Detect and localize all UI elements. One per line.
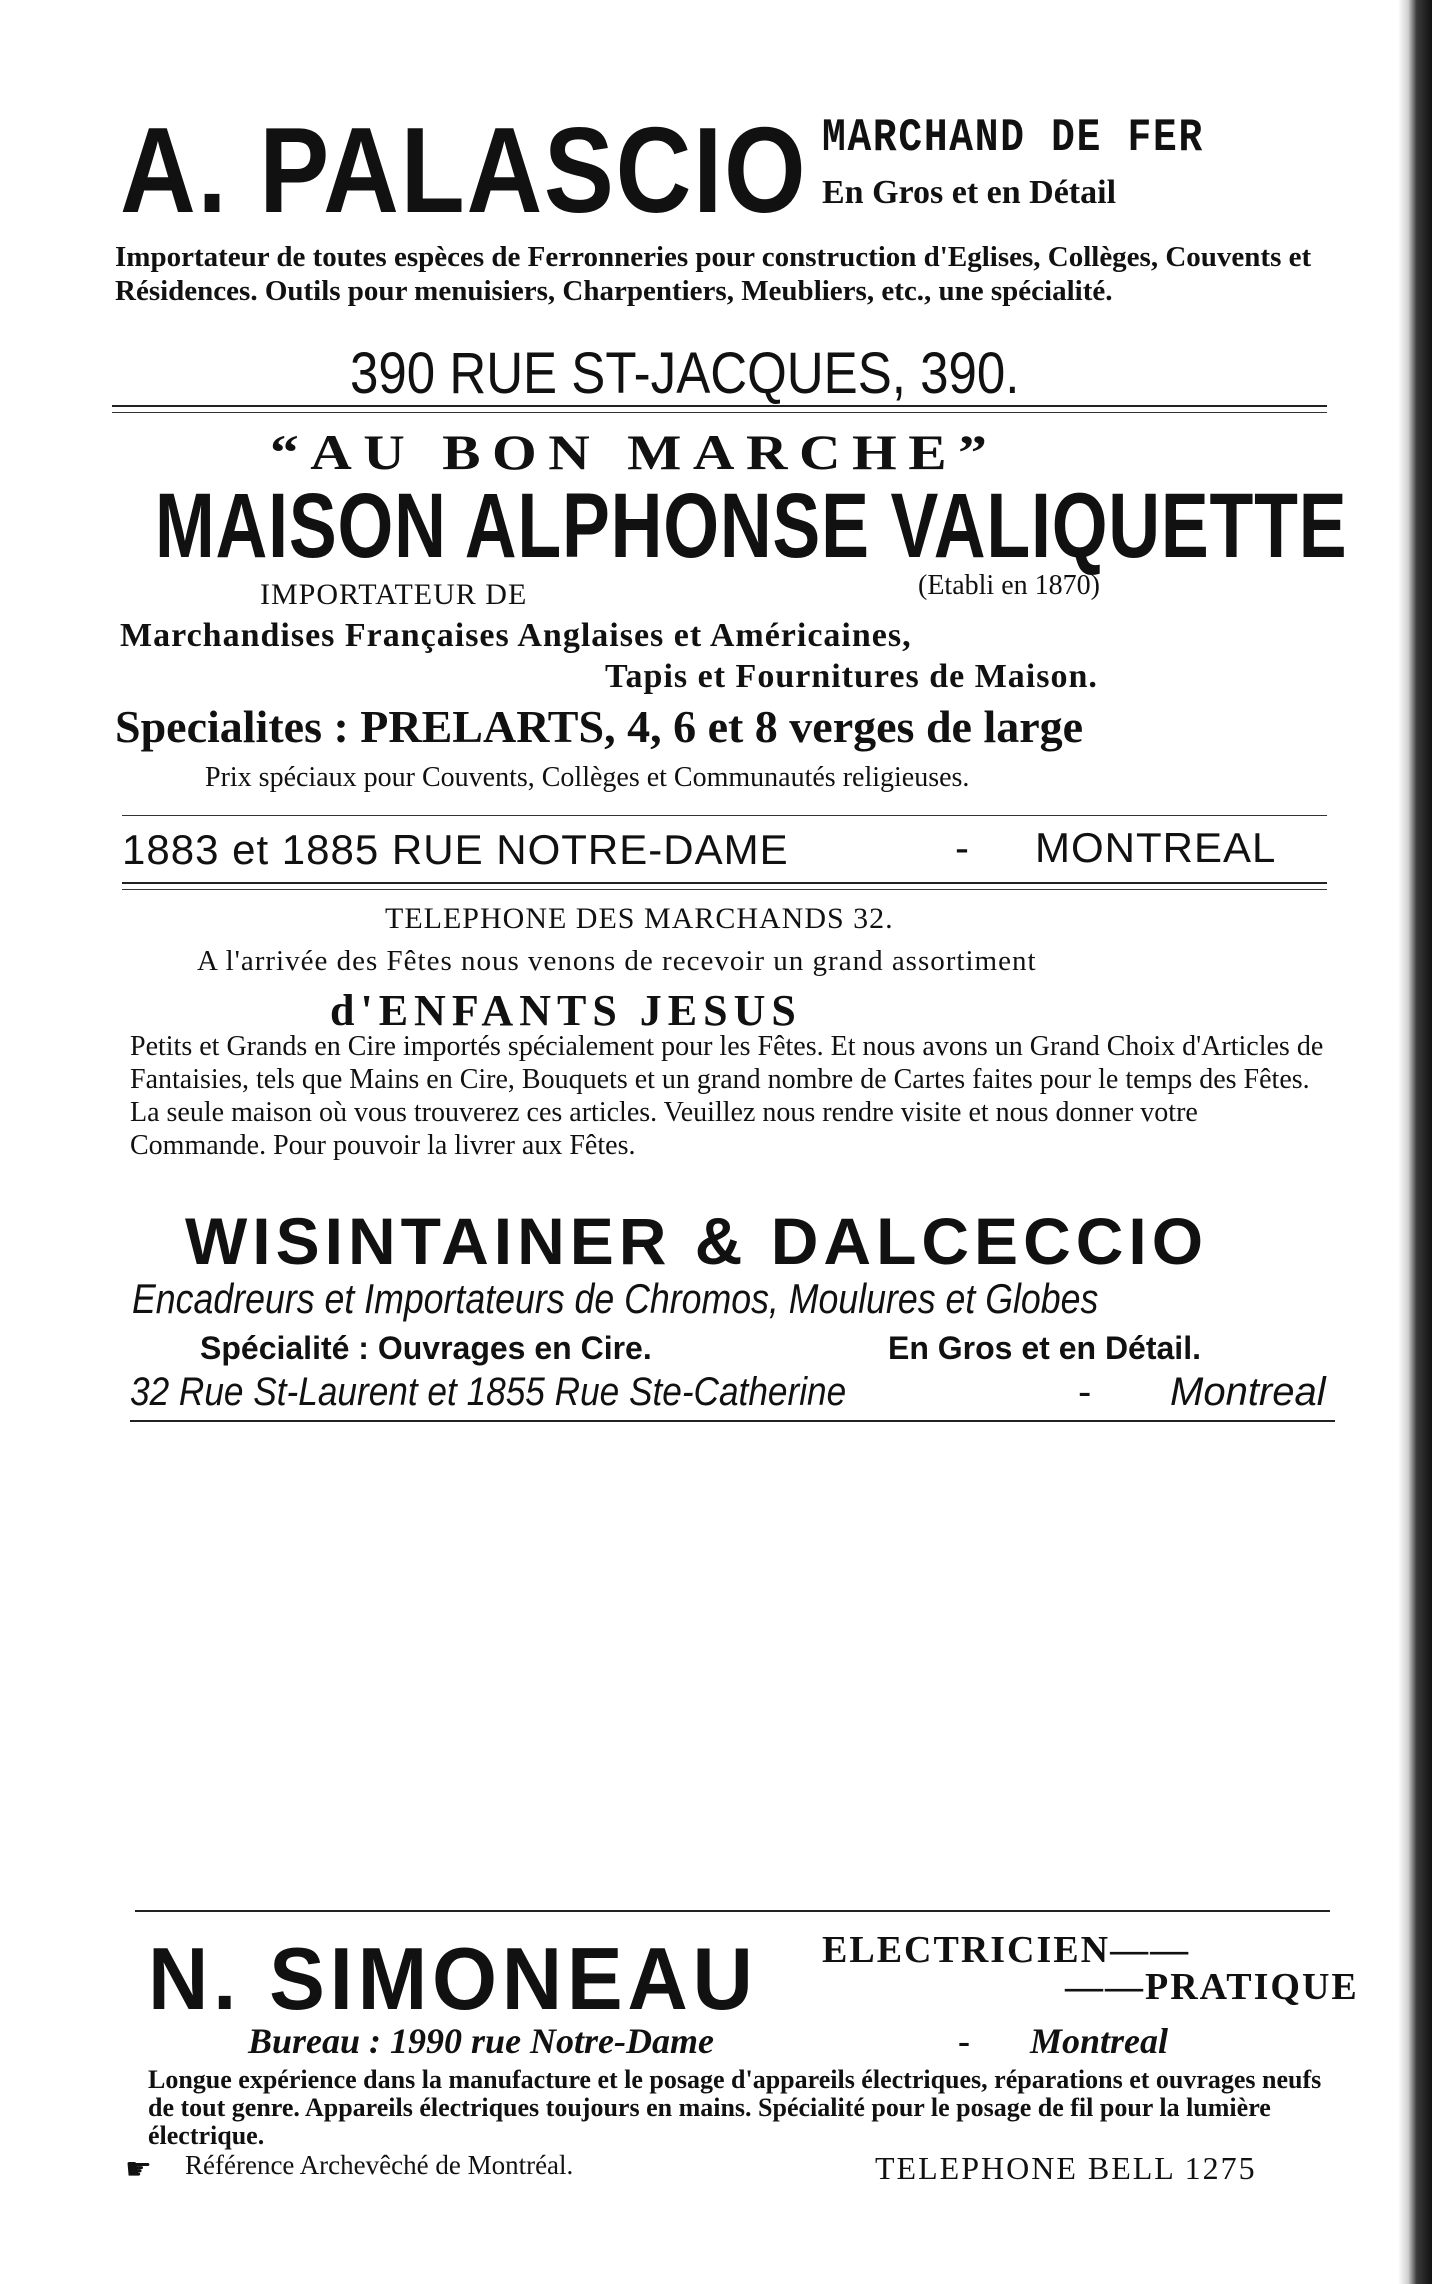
- palascio-sub: En Gros et en Détail: [822, 174, 1117, 211]
- simoneau-city: Montreal: [1030, 2021, 1169, 2061]
- valiquette-slogan: “AU BON MARCHE”: [270, 424, 999, 480]
- simoneau-dash: -: [958, 2021, 970, 2061]
- valiquette-name: MAISON ALPHONSE VALIQUETTE: [155, 475, 1348, 577]
- wisintainer-city: Montreal: [1170, 1370, 1326, 1414]
- valiquette-address: 1883 et 1885 RUE NOTRE-DAME: [122, 826, 789, 873]
- simoneau-bureau: Bureau : 1990 rue Notre-Dame: [248, 2021, 714, 2061]
- wisintainer-gros: En Gros et en Détail.: [888, 1330, 1201, 1366]
- valiquette-dash: -: [955, 824, 969, 871]
- simoneau-reference: Référence Archevêché de Montréal.: [185, 2150, 574, 2180]
- simoneau-telephone: TELEPHONE BELL 1275: [875, 2150, 1257, 2186]
- divider: [112, 405, 1327, 407]
- palascio-address: 390 RUE ST-JACQUES, 390.: [350, 341, 1020, 406]
- divider: [122, 815, 1327, 816]
- wisintainer-encadreurs: Encadreurs et Importateurs de Chromos, Moulures et Globes: [132, 1275, 1099, 1322]
- palascio-description: Importateur de toutes espèces de Ferronneries pour construction d'Eglises, Collèges, Couvents et Résidences. Outils pour menuisiers, Charpentiers, Meubliers, etc., une spécialité.: [115, 241, 1312, 307]
- wisintainer-address: 32 Rue St-Laurent et 1855 Rue Ste-Catherine: [130, 1370, 847, 1414]
- valiquette-city: MONTREAL: [1035, 824, 1277, 871]
- wisintainer-name: WISINTAINER & DALCECCIO: [185, 1204, 1209, 1278]
- valiquette-importateur: IMPORTATEUR DE: [260, 578, 528, 611]
- divider: [112, 412, 1327, 413]
- valiquette-telephone: TELEPHONE DES MARCHANDS 32.: [385, 902, 894, 935]
- valiquette-prix: Prix spéciaux pour Couvents, Collèges et Communautés religieuses.: [205, 762, 970, 793]
- simoneau-title2: ——PRATIQUE: [1065, 1966, 1359, 2008]
- valiquette-body: Petits et Grands en Cire importés spécialement pour les Fêtes. Et nous avons un Grand Choix d'Articles de Fantaisies, tels que Mains en Cire, Bouquets et un grand nombre de Cartes faites pour le temps des Fêtes. La seule maison où vous trouverez ces articles. Veuillez nous rendre visite et nous donner votre Commande. Pour pouvoir la livrer aux Fêtes.: [130, 1031, 1324, 1161]
- divider: [122, 889, 1327, 890]
- palascio-name: A. PALASCIO: [120, 102, 808, 238]
- valiquette-arrivee: A l'arrivée des Fêtes nous venons de recevoir un grand assortiment: [197, 945, 1037, 977]
- pointing-hand-icon: ☛: [125, 2153, 152, 2186]
- wisintainer-dash: -: [1078, 1370, 1092, 1414]
- valiquette-merch-line2: Tapis et Fournitures de Maison.: [605, 658, 1098, 695]
- page-edge-shadow: [1398, 0, 1432, 2284]
- wisintainer-specialite: Spécialité : Ouvrages en Cire.: [200, 1330, 652, 1366]
- palascio-trade: MARCHAND DE FER: [822, 112, 1204, 164]
- divider: [135, 1910, 1330, 1912]
- divider: [130, 1420, 1335, 1422]
- valiquette-etabli: (Etabli en 1870): [918, 570, 1100, 601]
- valiquette-enfants: d'ENFANTS JESUS: [330, 986, 802, 1035]
- divider: [122, 882, 1327, 884]
- simoneau-title1: ELECTRICIEN——: [822, 1929, 1191, 1971]
- simoneau-name: N. SIMONEAU: [148, 1929, 758, 2028]
- simoneau-body: Longue expérience dans la manufacture et le posage d'appareils électriques, réparations et ouvrages neufs de tout genre. Appareils électriques toujours en mains. Spécialité pour le posage de fil pour la lumière électrique.: [148, 2065, 1322, 2150]
- valiquette-specialites: Specialites : PRELARTS, 4, 6 et 8 verges de large: [115, 701, 1084, 752]
- valiquette-merch-line1: Marchandises Françaises Anglaises et Américaines,: [120, 617, 912, 654]
